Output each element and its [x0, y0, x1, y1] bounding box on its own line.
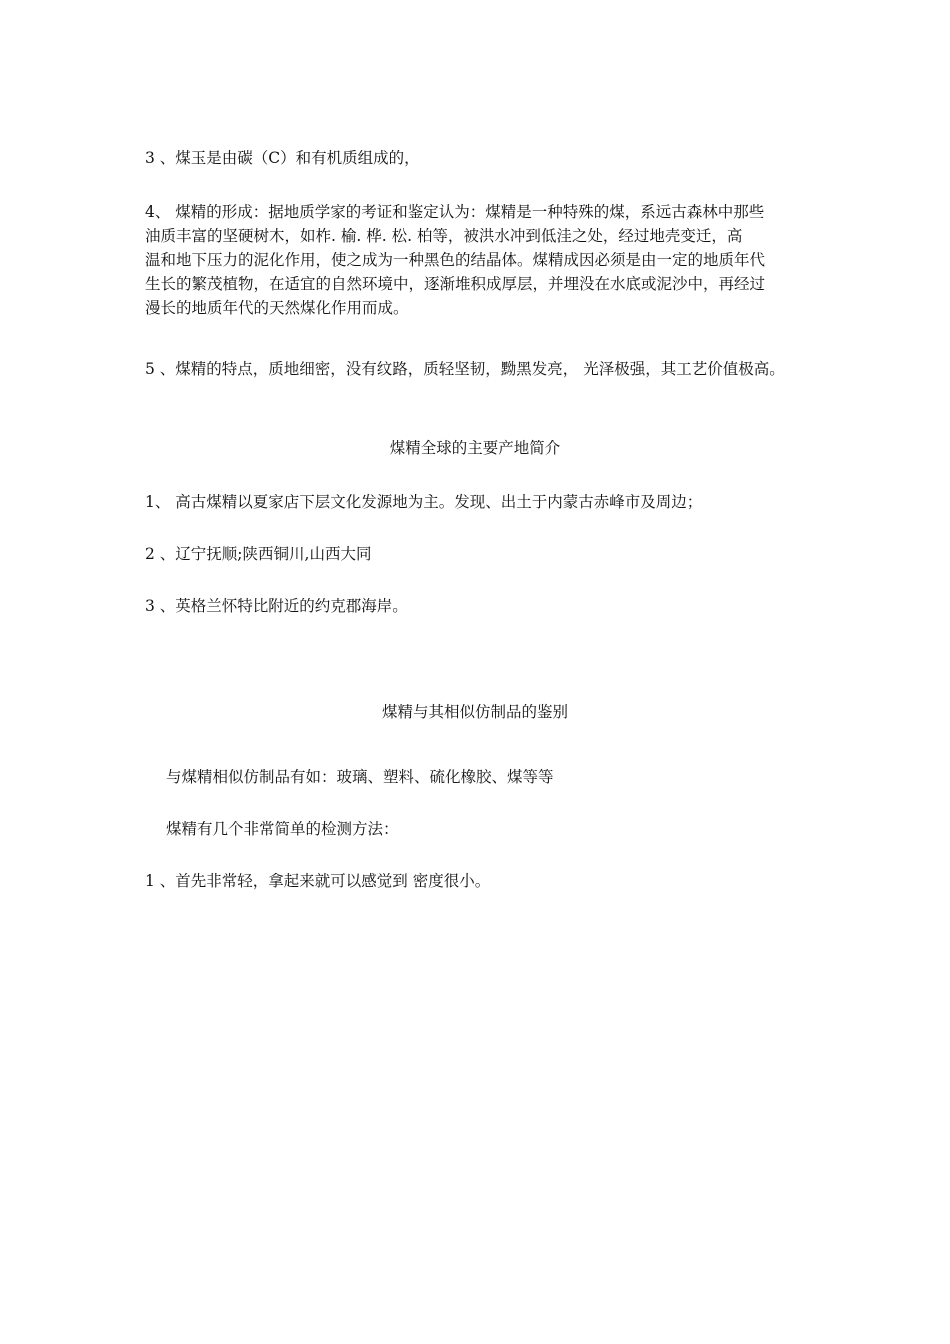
origin-item-3: 3 、英格兰怀特比附近的约克郡海岸。 [145, 597, 408, 615]
paragraph-line: 漫长的地质年代的天然煤化作用而成。 [145, 299, 409, 317]
detection-methods-intro: 煤精有几个非常简单的检测方法： [166, 820, 399, 838]
detection-method-item-1: 1 、首先非常轻，拿起来就可以感觉到 密度很小。 [145, 872, 491, 890]
origin-item-1: 1、 高古煤精以夏家店下层文化发源地为主。发现、出土于内蒙古赤峰市及周边； [145, 493, 703, 511]
paragraph-line: 生长的繁茂植物，在适宜的自然环境中，逐渐堆积成厚层，并埋没在水底或泥沙中，再经过 [145, 275, 766, 293]
paragraph-line: 4、 煤精的形成：据地质学家的考证和鉴定认为：煤精是一种特殊的煤，系远古森林中那些 [145, 203, 765, 221]
item-3-coal-jade-composition: 3 、煤玉是由碳（C）和有机质组成的， [145, 149, 420, 167]
paragraph-line: 温和地下压力的泥化作用，使之成为一种黑色的结晶体。煤精成因必须是由一定的地质年代 [145, 251, 766, 269]
origin-item-2: 2 、辽宁抚顺;陕西铜川,山西大同 [145, 545, 372, 563]
imitations-intro: 与煤精相似仿制品有如：玻璃、塑料、硫化橡胶、煤等等 [166, 768, 554, 786]
origins-section-title: 煤精全球的主要产地简介 [389, 439, 561, 457]
paragraph-line: 油质丰富的坚硬树木，如柞. 榆. 桦. 松. 柏等，被洪水冲到低洼之处，经过地壳变迁，高 [145, 227, 743, 245]
identification-section-title: 煤精与其相似仿制品的鉴别 [381, 703, 568, 721]
item-4-formation-paragraph [145, 200, 815, 320]
item-5-characteristics: 5 、煤精的特点，质地细密，没有纹路，质轻坚韧，黝黑发亮， 光泽极强，其工艺价值极高。 [145, 360, 785, 378]
